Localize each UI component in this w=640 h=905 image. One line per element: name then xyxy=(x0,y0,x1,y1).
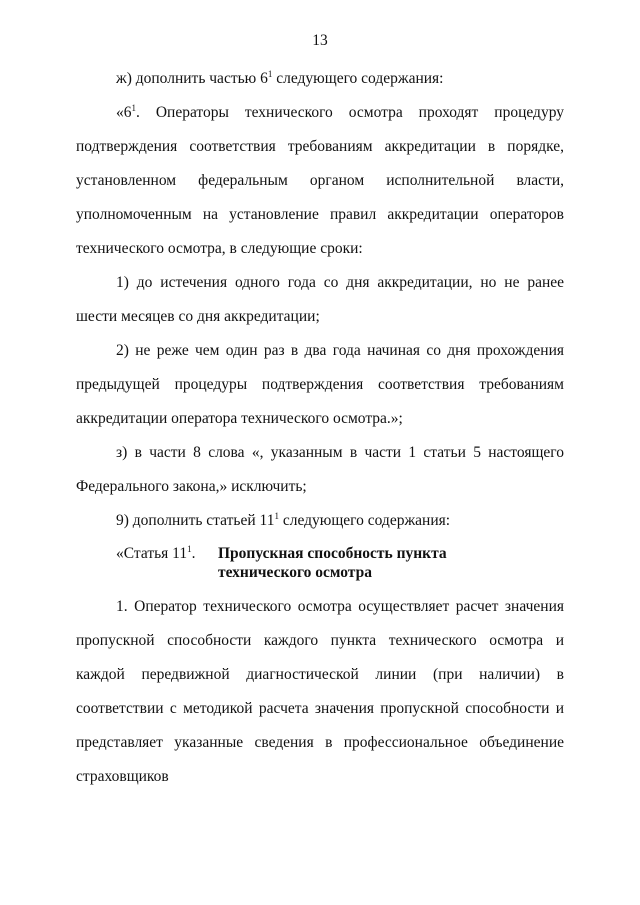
text-run: «6 xyxy=(116,104,132,121)
document-body xyxy=(76,62,564,794)
text-run: «Статья 11 xyxy=(116,545,188,562)
paragraph-amendment-z: з) в части 8 слова «, указанным в части 1 статьи 5 настоящего Федерального закона,» исключить; xyxy=(76,444,564,495)
text-run: 9) дополнить статьей 11 xyxy=(116,512,275,529)
text-run: следующего содержания: xyxy=(278,512,451,529)
text-run: ж) дополнить частью 6 xyxy=(116,70,268,87)
superscript: 1 xyxy=(187,543,192,554)
paragraph-amendment-zh xyxy=(76,62,564,96)
page-number: 13 xyxy=(312,32,328,49)
text-run: следующего содержания: xyxy=(272,70,444,87)
paragraph-part-6-1 xyxy=(76,96,564,266)
paragraph-item-1: 1) до истечения одного года со дня аккредитации, но не ранее шести месяцев со дня аккредитации; xyxy=(76,274,564,325)
article-title: Пропускная способность пункта технического осмотра xyxy=(218,545,447,581)
paragraph-amendment-9 xyxy=(76,504,564,538)
superscript: 1 xyxy=(131,102,136,113)
text-run: . xyxy=(191,545,196,562)
paragraph-article-part-1: 1. Оператор технического осмотра осуществляет расчет значения пропускной способности каждого пункта технического осмотра и каждой передвижной диагностической линии (при наличии) в соответствии с методикой расчета значения пропускной способности и представляет указанные сведения в профессиональное объединение страховщиков xyxy=(76,598,564,785)
superscript: 1 xyxy=(267,68,273,79)
article-label xyxy=(116,544,218,582)
article-heading xyxy=(76,544,564,582)
superscript: 1 xyxy=(274,510,279,521)
text-run: . Операторы технического осмотра проходят процедуру подтверждения соответствия требованиям аккредитации в порядке, установленном федеральным органом исполнительной власти, уполномоченным на установление правил аккредитации операторов технического осмотра, в следующие сроки: xyxy=(76,104,564,257)
paragraph-item-2: 2) не реже чем один раз в два года начиная со дня прохождения предыдущей процедуры подтверждения соответствия требованиям аккредитации оператора технического осмотра.»; xyxy=(76,342,564,427)
